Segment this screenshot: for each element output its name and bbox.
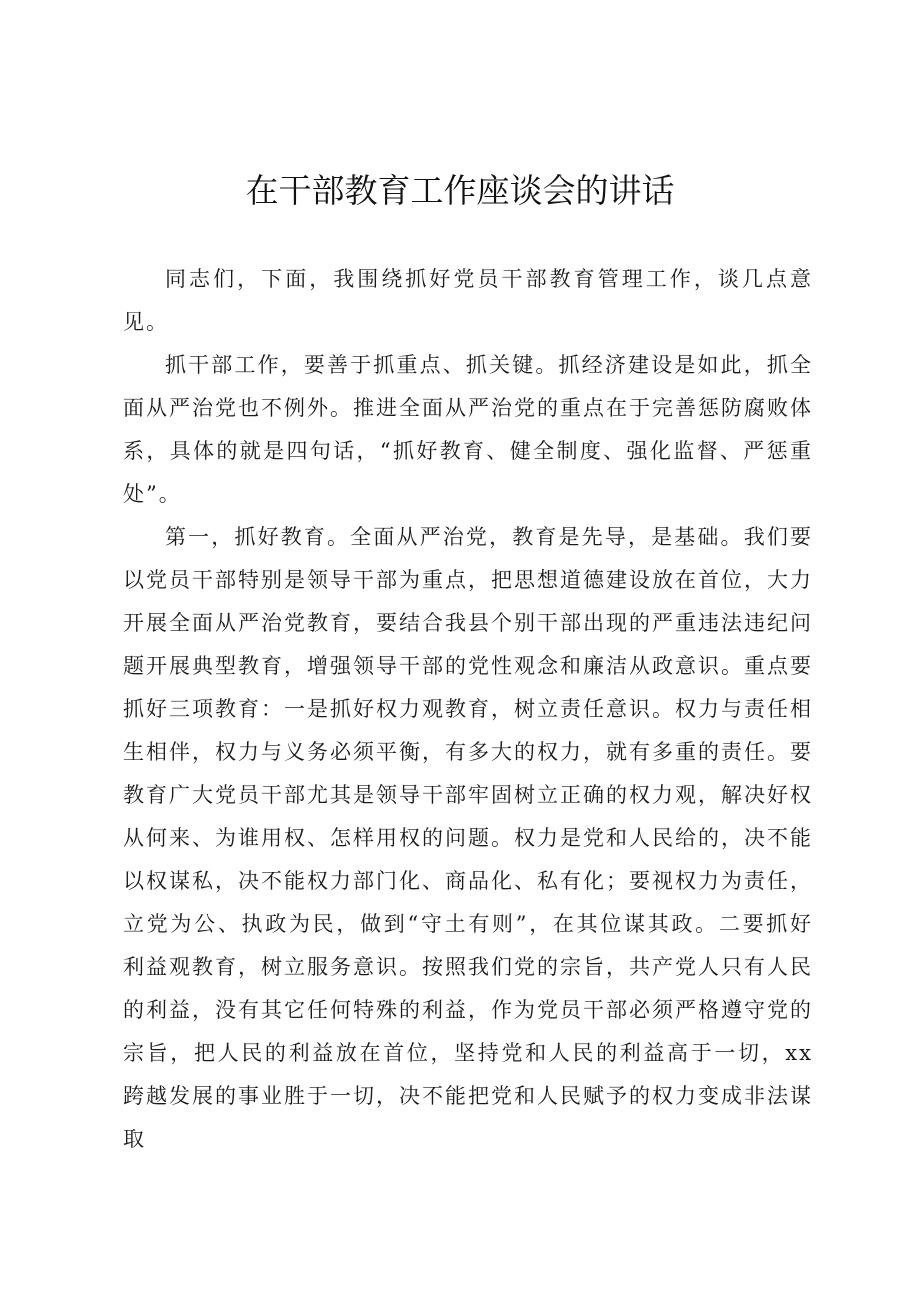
document-body	[123, 258, 813, 1161]
paragraph-intro: 同志们，下面，我围绕抓好党员干部教育管理工作，谈几点意见。	[123, 267, 813, 334]
document-title: 在干部教育工作座谈会的讲话	[245, 171, 675, 210]
paragraph-education: 第一，抓好教育。全面从严治党，教育是先导，是基础。我们要以党员干部特别是领导干部为重点，把思想道德建设放在首位，大力开展全面从严治党教育，要结合我县个别干部出现的严重违法违纪问题开展典型教育，增强领导干部的党性观念和廉洁从政意识。重点要抓好三项教育：一是抓好权力观教育，树立责任意识。权力与责任相生相伴，权力与义务必须平衡，有多大的权力，就有多重的责任。要教育广大党员干部尤其是领导干部牢固树立正确的权力观，解决好权从何来、为谁用权、怎样用权的问题。权力是党和人民给的，决不能以权谋私，决不能权力部门化、商品化、私有化；要视权力为责任，立党为公、执政为民，做到“守土有则”，在其位谋其政。二要抓好利益观教育，树立服务意识。按照我们党的宗旨，共产党人只有人民的利益，没有其它任何特殊的利益，作为党员干部必须严格遵守党的宗旨，把人民的利益放在首位，坚持党和人民的利益高于一切，xx跨越发展的事业胜于一切，决不能把党和人民赋予的权力变成非法谋取	[123, 525, 813, 1151]
paragraph-overview: 抓干部工作，要善于抓重点、抓关键。抓经济建设是如此，抓全面从严治党也不例外。推进全面从严治党的重点在于完善惩防腐败体系，具体的就是四句话，“抓好教育、健全制度、强化监督、严惩重处”。	[123, 353, 813, 506]
